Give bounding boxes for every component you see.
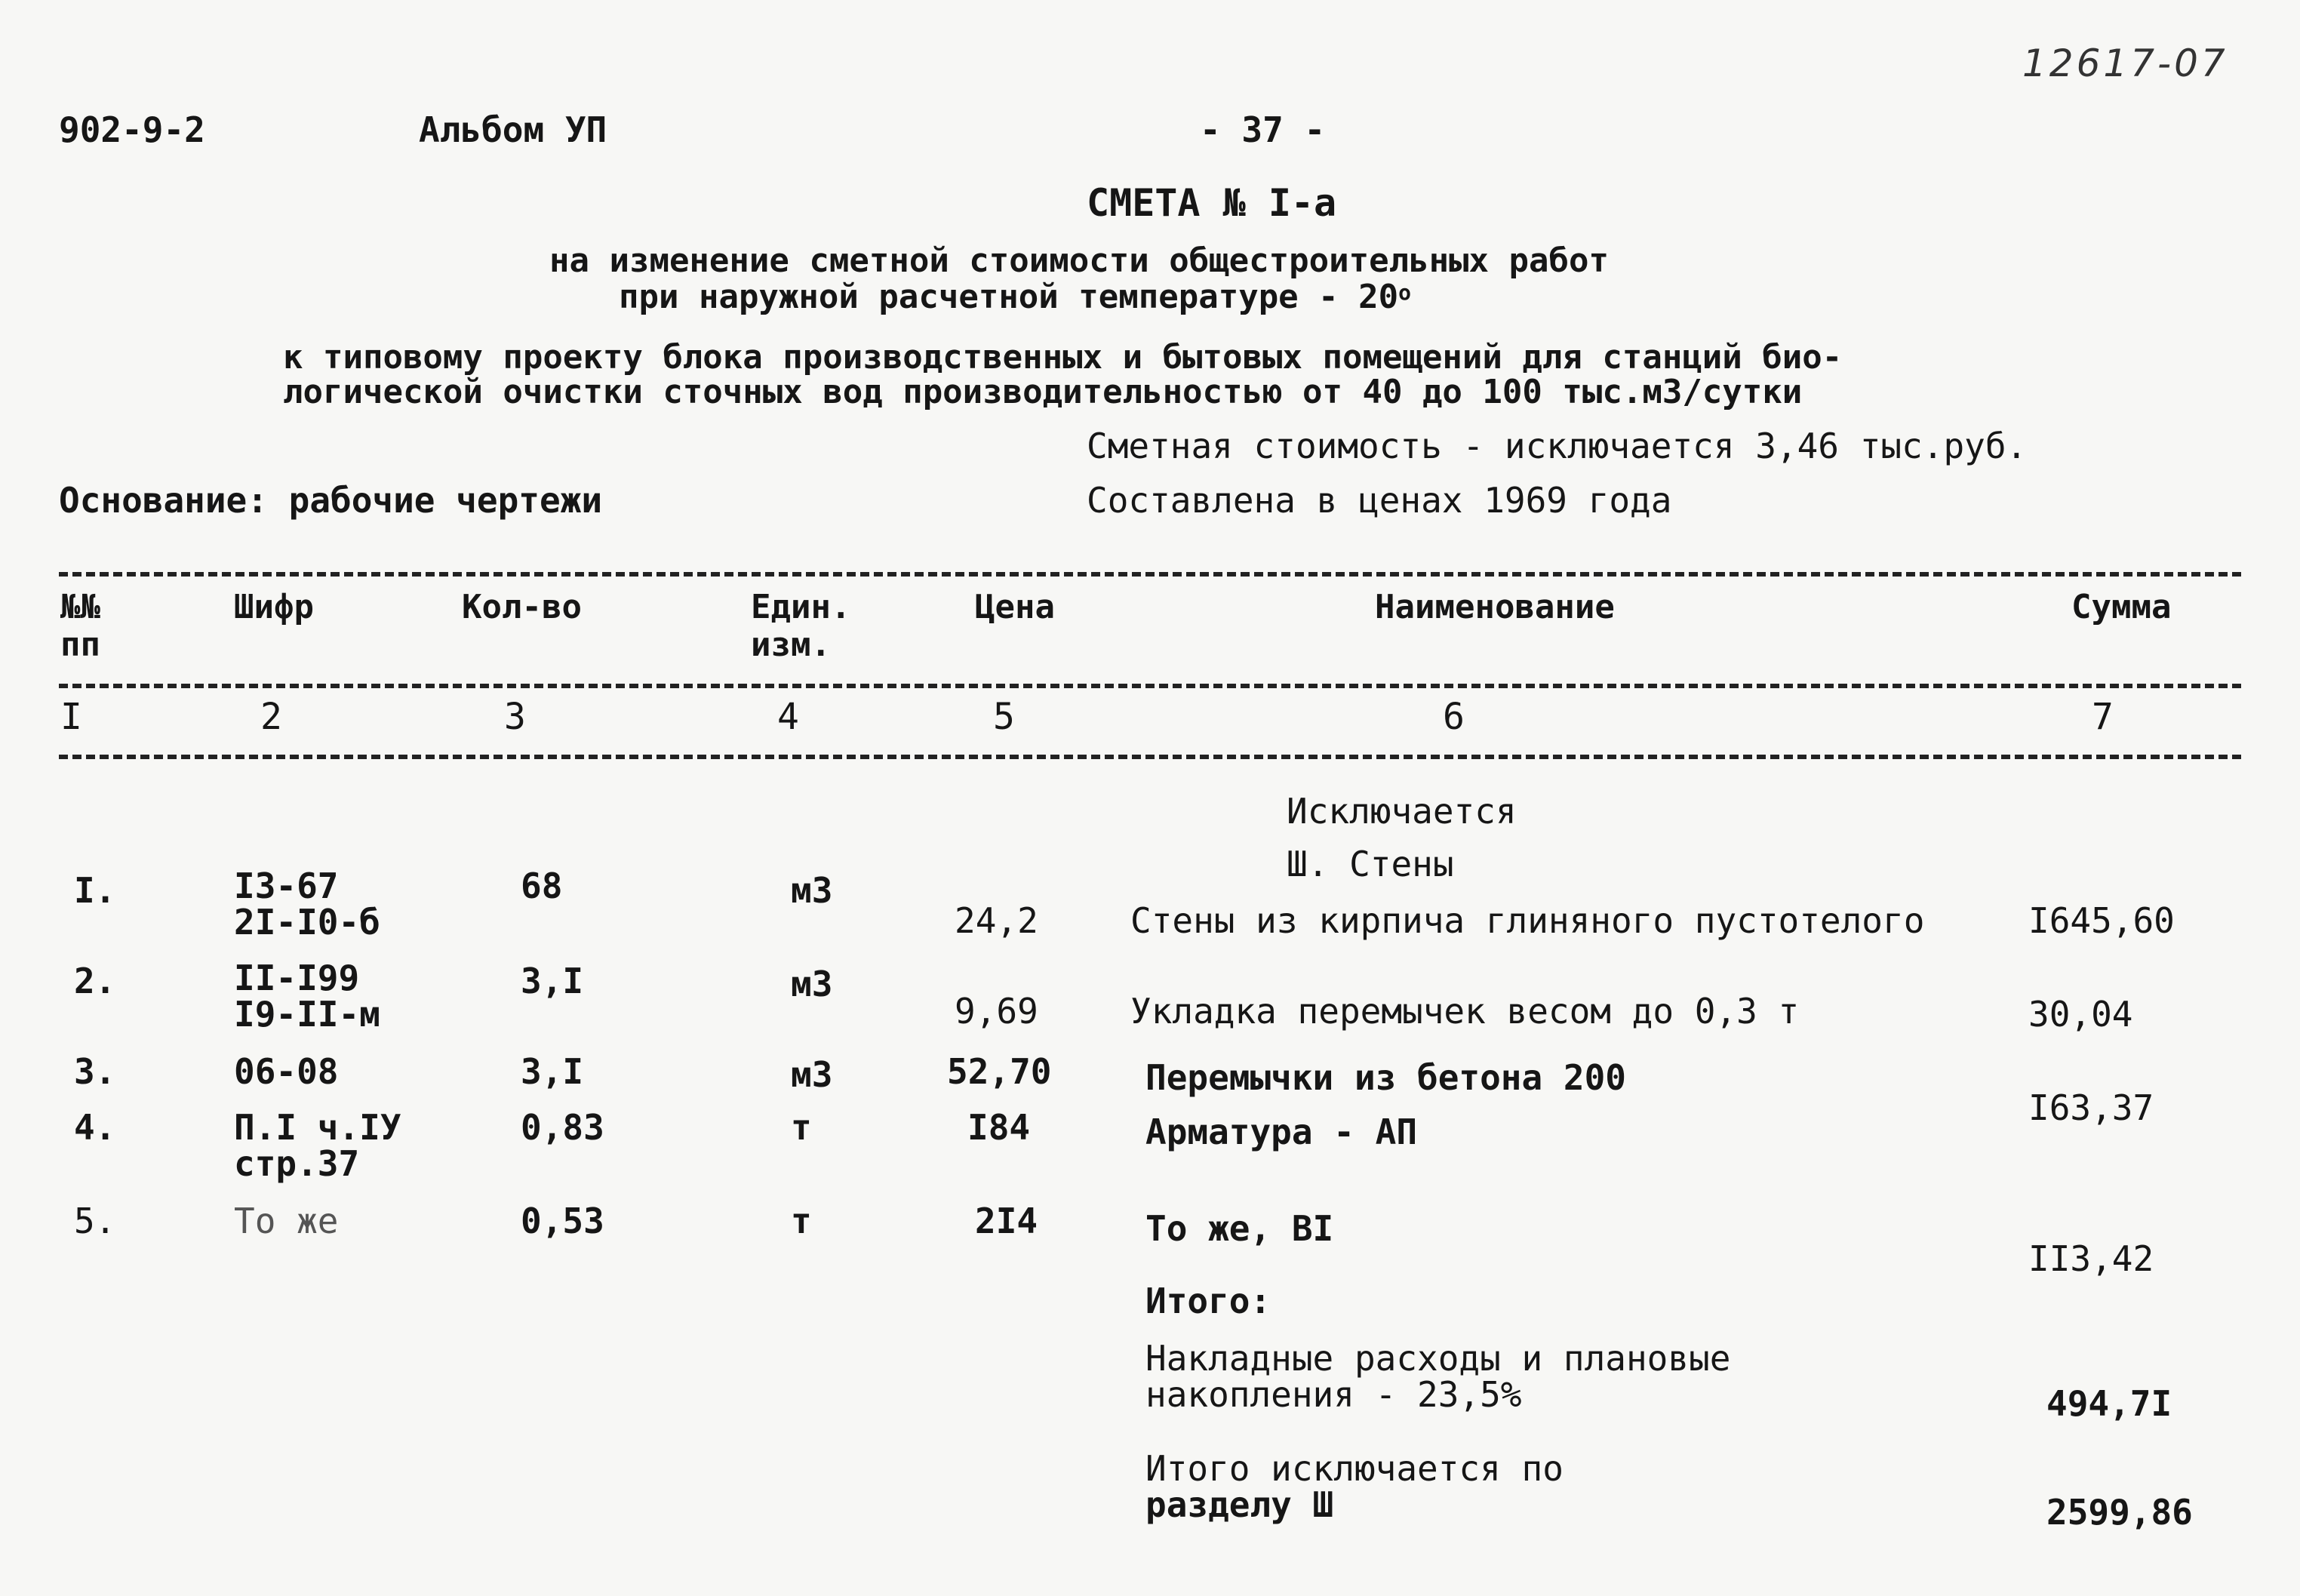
col-header-number: №№ пп — [60, 588, 100, 664]
col-header-code: Шифр — [234, 588, 314, 626]
row-3-sum: I63,37 — [2028, 1087, 2154, 1128]
col-header-quantity: Кол-во — [462, 588, 582, 626]
row-2-name: Укладка перемычек весом до 0,3 т — [1130, 991, 1800, 1032]
row-3-price: 52,70 — [947, 1051, 1052, 1092]
row-2-number: 2. — [74, 961, 116, 1001]
overhead-sum: 494,7I — [2046, 1383, 2172, 1424]
col-header-unit: Един. изм. — [751, 588, 851, 664]
final-total-label: Итого исключается по разделу Ш — [1145, 1448, 1564, 1525]
row-3-code: 06-08 — [234, 1051, 339, 1092]
col-number-3: 3 — [504, 696, 526, 738]
row-1-price: 24,2 — [955, 900, 1038, 941]
col-number-5: 5 — [993, 696, 1015, 738]
col-header-price: Цена — [975, 588, 1055, 626]
page-number: - 37 - — [1200, 109, 1326, 150]
row-3-quantity: 3,I — [521, 1051, 584, 1092]
row-1-name: Стены из кирпича глиняного пустотелого — [1130, 900, 1925, 941]
row-5-name: То же, BI — [1145, 1208, 1334, 1249]
row-5-number: 5. — [74, 1201, 116, 1241]
row-1-number: I. — [74, 870, 116, 911]
album-label: Альбом УП — [419, 109, 607, 150]
final-total-sum: 2599,86 — [2046, 1492, 2193, 1533]
row-1-quantity: 68 — [521, 866, 563, 906]
row-4-number: 4. — [74, 1107, 116, 1148]
document-code: 902-9-2 — [59, 109, 205, 150]
row-2-quantity: 3,I — [521, 961, 584, 1001]
col-number-4: 4 — [777, 696, 799, 738]
row-5-quantity: 0,53 — [521, 1201, 604, 1241]
row-3-number: 3. — [74, 1051, 116, 1092]
table-rule-middle — [59, 684, 2241, 688]
row-3-name: Перемычки из бетона 200 — [1145, 1057, 1626, 1098]
row-4-unit: т — [791, 1107, 812, 1148]
col-number-6: 6 — [1443, 696, 1465, 738]
estimated-cost: Сметная стоимость - исключается 3,46 тыс.руб. — [1087, 426, 2028, 466]
section-excluded: Исключается — [1287, 791, 1517, 832]
basis-line: Основание: рабочие чертежи — [59, 480, 603, 521]
handwritten-number: 12617-07 — [2022, 42, 2228, 85]
col-number-1: I — [60, 696, 82, 738]
row-4-name: Арматура - АП — [1145, 1112, 1418, 1152]
col-number-2: 2 — [260, 696, 282, 738]
row-5-price: 2I4 — [975, 1201, 1038, 1241]
row-4-price: I84 — [967, 1107, 1031, 1148]
row-2-sum: 30,04 — [2028, 994, 2133, 1035]
subtitle-line-3: к типовому проекту блока производственных и бытовых помещений для станций био- — [283, 338, 1843, 377]
prices-year: Составлена в ценах 1969 года — [1087, 480, 1672, 521]
document-title: СМЕТА № I-а — [1087, 181, 1337, 225]
row-4-quantity: 0,83 — [521, 1107, 604, 1148]
row-1-unit: м3 — [791, 870, 833, 911]
row-5-unit: т — [791, 1201, 812, 1241]
subtitle-line-4: логической очистки сточных вод производительностью от 40 до 100 тыс.м3/сутки — [283, 373, 1803, 411]
row-1-code: I3-67 2I-I0-б — [234, 866, 380, 943]
row-2-code: II-I99 I9-II-м — [234, 958, 380, 1035]
row-5-code: То же — [234, 1201, 339, 1241]
section-walls: Ш. Стены — [1287, 844, 1454, 884]
subtitle-line-2: при наружной расчетной температуре - $20^о$ — [619, 278, 1411, 316]
subtitle-line-1: на изменение сметной стоимости общестроительных работ — [549, 241, 1609, 280]
degree-mark: о — [1398, 280, 1411, 305]
row-2-price: 9,69 — [955, 991, 1038, 1032]
row-1-sum: I645,60 — [2028, 900, 2175, 941]
col-header-name: Наименование — [1375, 588, 1615, 626]
table-rule-top — [59, 572, 2241, 577]
row-5-sum: II3,42 — [2028, 1238, 2154, 1279]
overhead-label: Накладные расходы и плановые накопления - 23,5% — [1145, 1338, 1731, 1415]
row-3-unit: м3 — [791, 1054, 833, 1095]
table-rule-bottom — [59, 755, 2241, 759]
col-header-sum: Сумма — [2071, 588, 2172, 626]
row-4-code: П.I ч.IУ стр.37 — [234, 1107, 401, 1184]
row-2-unit: м3 — [791, 964, 833, 1004]
col-number-7: 7 — [2092, 696, 2114, 738]
total-label: Итого: — [1145, 1281, 1271, 1321]
